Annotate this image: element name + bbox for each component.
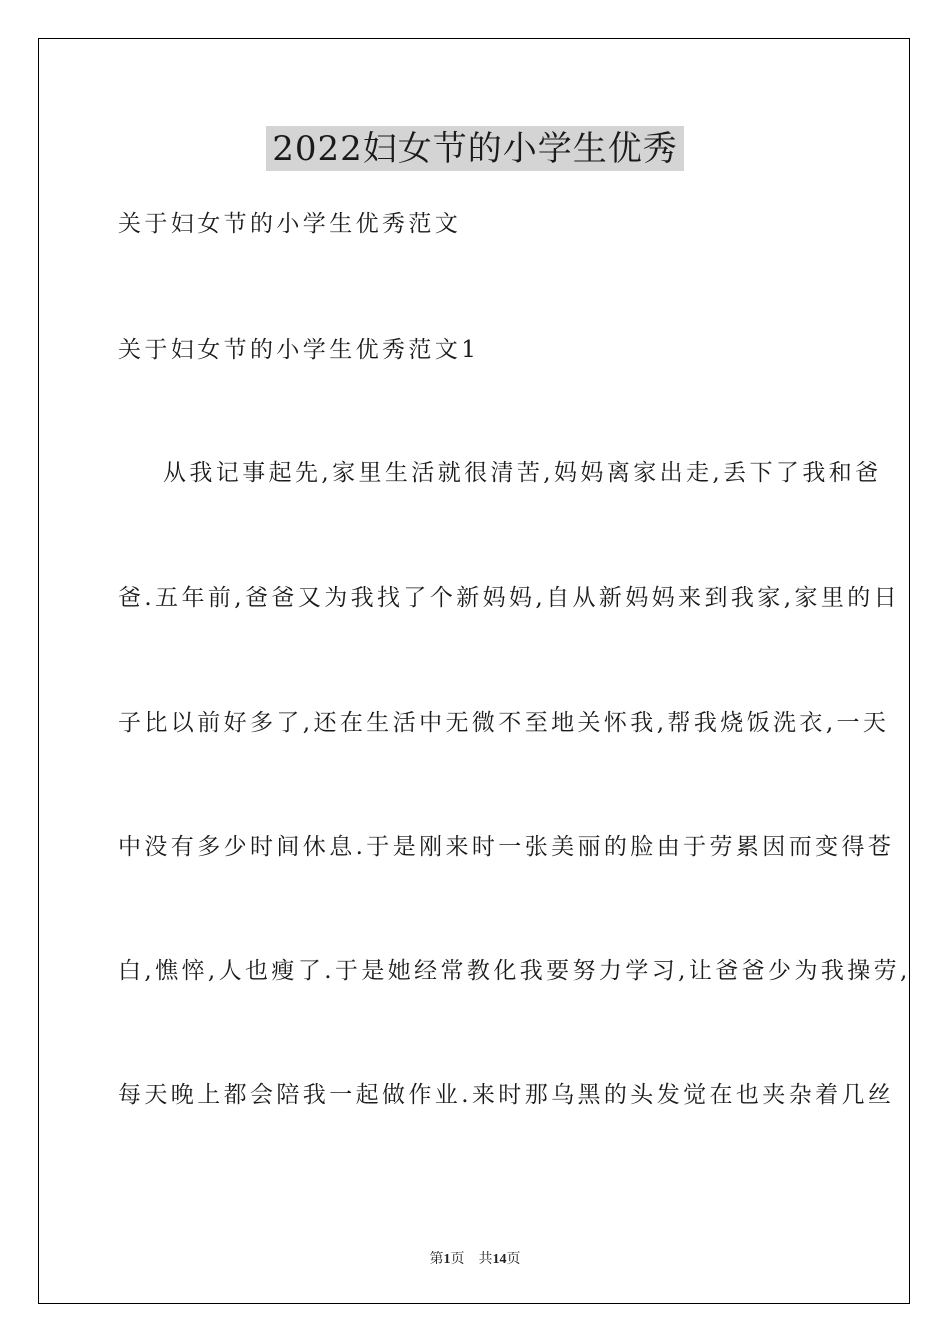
page-footer (0, 1248, 950, 1268)
footer-total-pages: 14 (492, 1252, 507, 1267)
document-title (0, 126, 950, 171)
footer-page-suffix: 页 (450, 1252, 465, 1267)
footer-total-prefix: 共 (478, 1252, 493, 1267)
footer-total-suffix: 页 (506, 1252, 521, 1267)
body-line-6: 每天晚上都会陪我一起做作业.来时那乌黑的头发觉在也夹杂着几丝 (118, 1082, 895, 1108)
body-line-1: 从我记事起先,家里生活就很清苦,妈妈离家出走,丢下了我和爸 (163, 460, 882, 486)
document-title-text: 2022妇女节的小学生优秀 (266, 126, 684, 171)
footer-page-prefix: 第 (429, 1252, 444, 1267)
document-subtitle: 关于妇女节的小学生优秀范文 (118, 211, 462, 237)
body-line-3: 子比以前好多了,还在生活中无微不至地关怀我,帮我烧饭洗衣,一天 (118, 710, 890, 736)
section-heading: 关于妇女节的小学生优秀范文1 (118, 337, 480, 363)
body-line-5: 白,憔悴,人也瘦了.于是她经常教化我要努力学习,让爸爸少为我操劳, (118, 958, 911, 984)
footer-page-number: 1 (443, 1252, 451, 1267)
body-line-4: 中没有多少时间休息.于是刚来时一张美丽的脸由于劳累因而变得苍 (118, 834, 895, 860)
body-line-2: 爸.五年前,爸爸又为我找了个新妈妈,自从新妈妈来到我家,家里的日 (118, 585, 901, 611)
